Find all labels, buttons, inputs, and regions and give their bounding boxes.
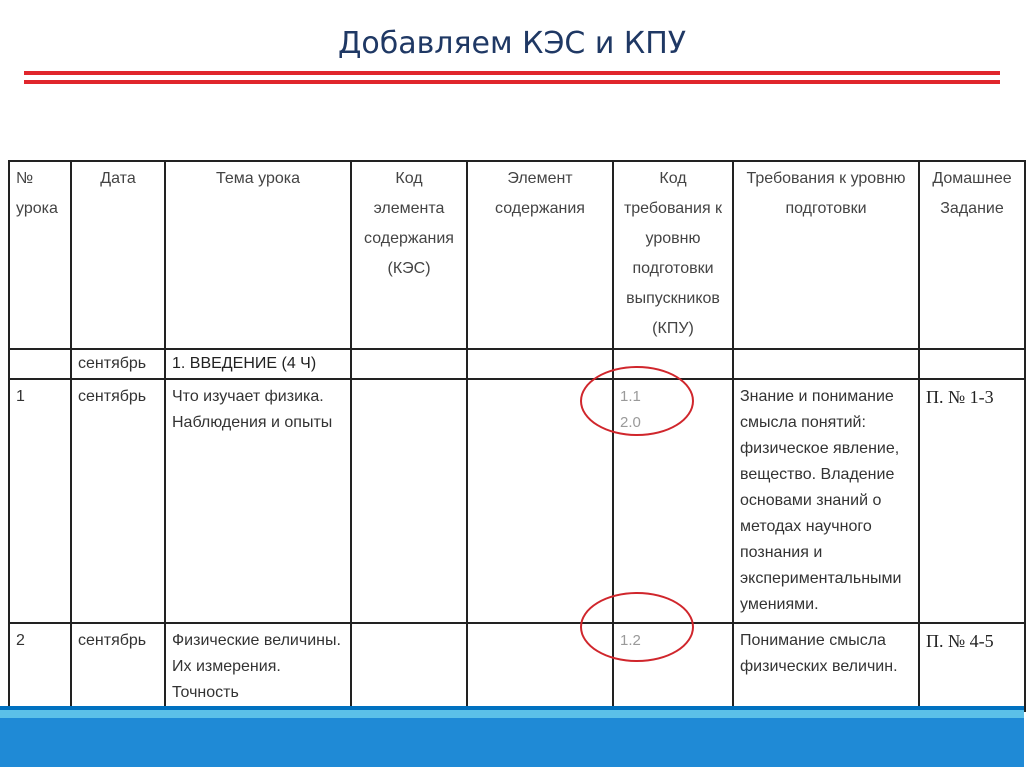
lesson-plan-table — [8, 160, 1026, 712]
lesson-homework: П. № 4-5 — [919, 623, 1025, 711]
header-requirements: Требования к уровню подготовки — [733, 161, 919, 349]
lesson-topic: Физические величины. Их измерения. Точность — [165, 623, 351, 711]
header-lesson-topic: Тема урока — [165, 161, 351, 349]
header-date: Дата — [71, 161, 165, 349]
section-empty-cell — [351, 349, 467, 379]
section-title: 1. ВВЕДЕНИЕ (4 Ч) — [165, 349, 351, 379]
header-content-element: Элемент содержания — [467, 161, 613, 349]
lesson-kes — [351, 379, 467, 623]
lesson-date: сентябрь — [71, 623, 165, 711]
kpu-code-value: 2.0 — [620, 414, 641, 431]
highlight-circle-kpu-1 — [580, 366, 694, 436]
title-underline-top — [24, 71, 1000, 75]
table-row — [9, 623, 1025, 711]
highlight-circle-kpu-2 — [580, 592, 694, 662]
section-date: сентябрь — [71, 349, 165, 379]
slide-title: Добавляем КЭС и КПУ — [337, 26, 687, 61]
header-kpu-code: Код требования к уровню подготовки выпускников (КПУ) — [613, 161, 733, 349]
footer-bar — [0, 718, 1024, 767]
lesson-homework: П. № 1-3 — [919, 379, 1025, 623]
kpu-code-value: 1.1 — [620, 388, 641, 405]
header-lesson-number: № урока — [9, 161, 71, 349]
lesson-date: сентябрь — [71, 379, 165, 623]
section-num-cell — [9, 349, 71, 379]
title-underline-bottom — [24, 80, 1000, 84]
lesson-requirements: Знание и понимание смысла понятий: физическое явление, вещество. Владение основами знаний о методах научного познания и экспериментальными умениями. — [733, 379, 919, 623]
section-row — [9, 349, 1025, 379]
kpu-code-value: 1.2 — [620, 632, 641, 649]
table-header-row — [9, 161, 1025, 349]
table-row — [9, 379, 1025, 623]
lesson-number: 1 — [9, 379, 71, 623]
section-empty-cell — [919, 349, 1025, 379]
footer-stripe-light — [0, 710, 1024, 718]
lesson-requirements: Понимание смысла физических величин. — [733, 623, 919, 711]
lesson-plan-table-container — [8, 160, 1024, 701]
header-homework: Домашнее Задание — [919, 161, 1025, 349]
header-kes-code: Код элемента содержания (КЭС) — [351, 161, 467, 349]
lesson-kes — [351, 623, 467, 711]
lesson-number: 2 — [9, 623, 71, 711]
section-empty-cell — [467, 349, 613, 379]
section-empty-cell — [733, 349, 919, 379]
lesson-topic: Что изучает физика. Наблюдения и опыты — [165, 379, 351, 623]
